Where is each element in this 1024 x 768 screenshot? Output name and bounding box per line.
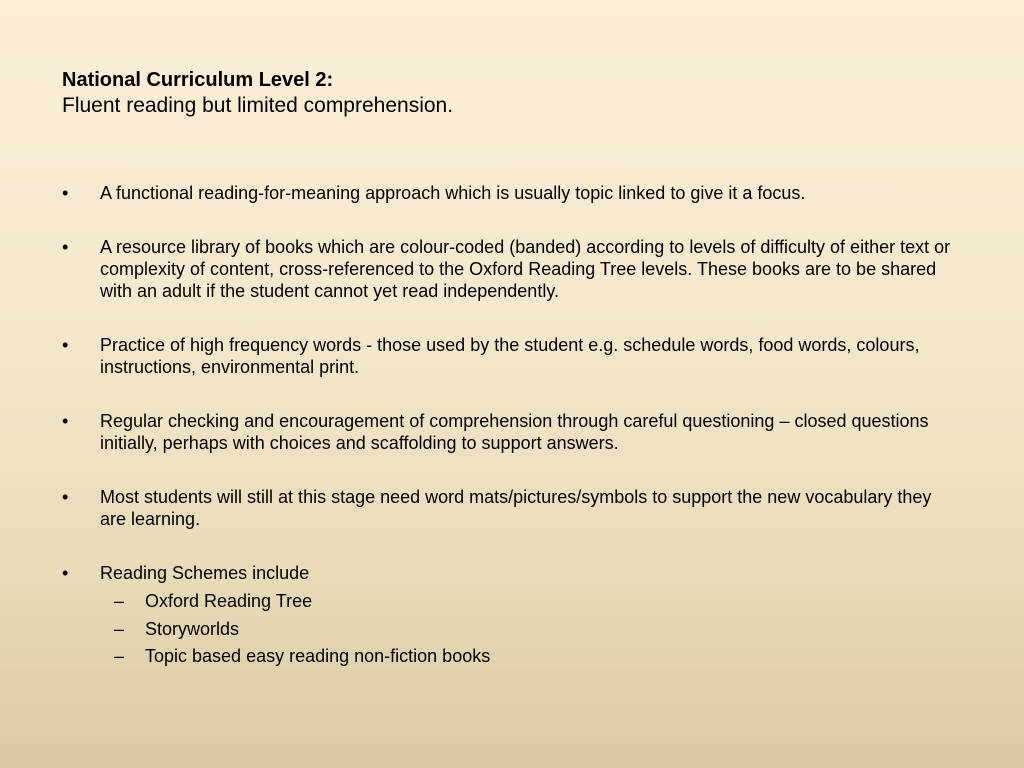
sub-item-text: Topic based easy reading non-fiction books [145, 646, 491, 666]
bullet-item [62, 236, 962, 302]
bullet-marker: • [62, 411, 69, 431]
sub-bullet-marker: – [114, 646, 125, 666]
bullet-text: A resource library of books which are colour-coded (banded) according to levels of difficulty of either text or complexity of content, cross-referenced to the Oxford Reading Tree levels. These books are to be shared with an adult if the student cannot yet read independently. [100, 237, 951, 301]
sub-item [100, 588, 962, 616]
bullet-text: A functional reading-for-meaning approach which is usually topic linked to give it a focus. [100, 183, 806, 203]
sub-item-text: Storyworlds [145, 618, 240, 639]
bullet-marker: • [62, 237, 69, 257]
bullet-item [62, 486, 962, 530]
bullet-text: Practice of high frequency words - those used by the student e.g. schedule words, food words, colours, instructions, environmental print. [100, 335, 920, 377]
sub-bullet-marker: – [114, 591, 125, 611]
bullet-text: Regular checking and encouragement of comprehension through careful questioning – closed questions initially, perhaps with choices and scaffolding to support answers. [100, 411, 929, 453]
bullet-marker: • [62, 487, 69, 507]
slide-heading [62, 68, 453, 120]
bullet-text: Reading Schemes include [100, 563, 310, 583]
slide-title: National Curriculum Level 2: [62, 69, 334, 91]
bullet-marker: • [62, 563, 69, 583]
sub-item [100, 643, 962, 671]
bullet-item [62, 182, 962, 204]
bullet-item [62, 334, 962, 378]
bullet-marker: • [62, 183, 69, 203]
bullet-list [62, 182, 962, 703]
slide-subtitle: Fluent reading but limited comprehension. [62, 94, 454, 117]
bullet-item [62, 410, 962, 454]
bullet-item-reading-schemes [62, 562, 962, 671]
bullet-marker: • [62, 335, 69, 355]
bullet-text: Most students will still at this stage need word mats/pictures/symbols to support the new vocabulary they are learning. [100, 487, 932, 529]
reading-schemes-list [100, 588, 962, 671]
sub-item-text: Oxford Reading Tree [145, 591, 313, 611]
sub-item [100, 616, 962, 644]
sub-bullet-marker: – [114, 618, 125, 639]
